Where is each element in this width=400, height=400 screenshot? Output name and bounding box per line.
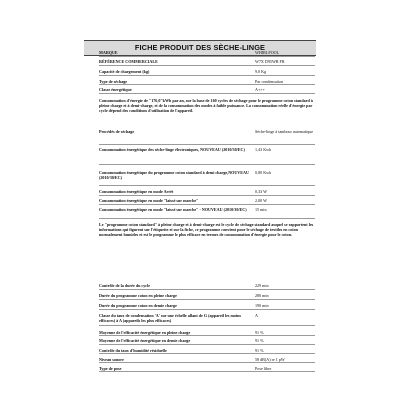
energy-notice: Le "programme coton standard" à pleine charge et à demi-charge est le cycle de séchage standard auquel se rapportent les informations qui figurent sur l'étiquette et sur la fiche, ce programme convient pour le séchage de textiles en coton normalement humides et est le programme le plus efficace en termes de consommation d'énergie pour le coton. <box>99 222 314 237</box>
row-divider <box>99 371 315 372</box>
spec-label: RÉFÉRENCE COMMERCIALE <box>99 59 158 64</box>
spec-label: Moyenne de l'efficacité énergétique en pleine charge <box>99 330 191 335</box>
row-divider <box>99 362 315 363</box>
spec-value: 0,80 Kwh <box>255 170 272 175</box>
spec-value: A+++ <box>255 87 265 92</box>
row-divider <box>99 309 315 310</box>
row-divider <box>99 289 315 290</box>
spec-label: Consommation énergétique du programme coton standard à demi charge,NOUVEAU (2010/30/EC) <box>99 170 249 180</box>
spec-value: 91 % <box>255 348 264 353</box>
spec-value: 2,00 W <box>255 198 267 203</box>
row-divider <box>99 204 315 205</box>
row-divider <box>99 353 315 354</box>
spec-label: Procédés de séchage <box>99 129 135 134</box>
spec-label: Type de pose <box>99 366 122 371</box>
product-sheet <box>84 40 316 371</box>
spec-value: 280 min <box>255 293 269 298</box>
spec-value: A <box>255 313 258 318</box>
spec-label: Consommation énergétique en mode Arrêt <box>99 189 174 194</box>
row-divider <box>99 75 315 76</box>
spec-label: Contrôle du taux d'humidité résiduelle <box>99 348 167 353</box>
row-divider <box>99 93 315 94</box>
spec-value: 9,0 Kg <box>255 69 267 74</box>
row-divider <box>99 164 315 165</box>
row-divider <box>99 65 315 66</box>
spec-label: Capacité de chargement (kg) <box>99 69 150 74</box>
row-divider <box>99 218 315 219</box>
spec-value: 0,33 W <box>255 189 267 194</box>
row-divider <box>99 344 315 345</box>
sheet-title: FICHE PRODUIT DES SÈCHE-LINGE <box>84 40 316 56</box>
spec-label: Classe énergétique <box>99 87 132 92</box>
row-divider <box>99 325 315 326</box>
spec-value: 190 min <box>255 303 269 308</box>
energy-notice: Consommation d'énergie de "176,0"kWh par an, sur la base de 160 cycles de séchage pour le programme coton standard à pleine charge et à demi-charge, et de la consommation des modes à faible puissance. La consommation réelle d'énergie par cycle dépend des conditions d'utilisation de l'appareil. <box>99 98 313 113</box>
spec-value: 91 % <box>255 338 264 343</box>
spec-value: 229 min <box>255 283 269 288</box>
spec-value: WHIRLPOOL <box>255 50 280 55</box>
spec-label: MARQUE <box>99 50 118 55</box>
spec-label: Type de séchage <box>99 79 128 84</box>
spec-label: Contrôle de la durée du cycle <box>99 283 151 288</box>
row-divider <box>99 84 315 85</box>
spec-value: 15 min <box>255 207 267 212</box>
spec-label: Durée du programme coton en pleine charge <box>99 293 177 298</box>
spec-value: 58 dB(A) re 1 pW <box>255 357 285 362</box>
spec-label: Moyenne de l'efficacité énergétique en demie charge <box>99 338 191 343</box>
spec-label: Consommation énergétique des sèche-linge électroniques, NOUVEAU (2010/30/EC) <box>99 147 245 152</box>
spec-label: Consommation énergétique en mode "laissé sur marche" <box>99 198 199 203</box>
row-divider <box>99 56 315 57</box>
spec-label: Classe du taux de condensation 'A' sur une échelle allant de G (appareil les moins efficaces) à A (appareils les plus efficaces) <box>99 313 242 323</box>
spec-value: 91 % <box>255 330 264 335</box>
spec-label: Durée du programme coton en demie charge <box>99 303 177 308</box>
row-divider <box>99 335 315 336</box>
spec-value: W7X D95WB FR <box>255 59 285 64</box>
spec-label: Consommation énergétique en mode "laissé sur marche" - NOUVEAU (2010/30/EC) <box>99 207 247 212</box>
row-divider <box>99 185 315 186</box>
spec-value: Pose libre <box>255 366 272 371</box>
spec-label: Niveau sonore <box>99 357 124 362</box>
row-divider <box>99 144 315 145</box>
row-divider <box>99 195 315 196</box>
spec-value: 1,43 Kwh <box>255 147 272 152</box>
spec-value: Sèche-linge à tambour automatique <box>255 129 314 134</box>
row-divider <box>99 299 315 300</box>
spec-value: Par condensation <box>255 79 284 84</box>
